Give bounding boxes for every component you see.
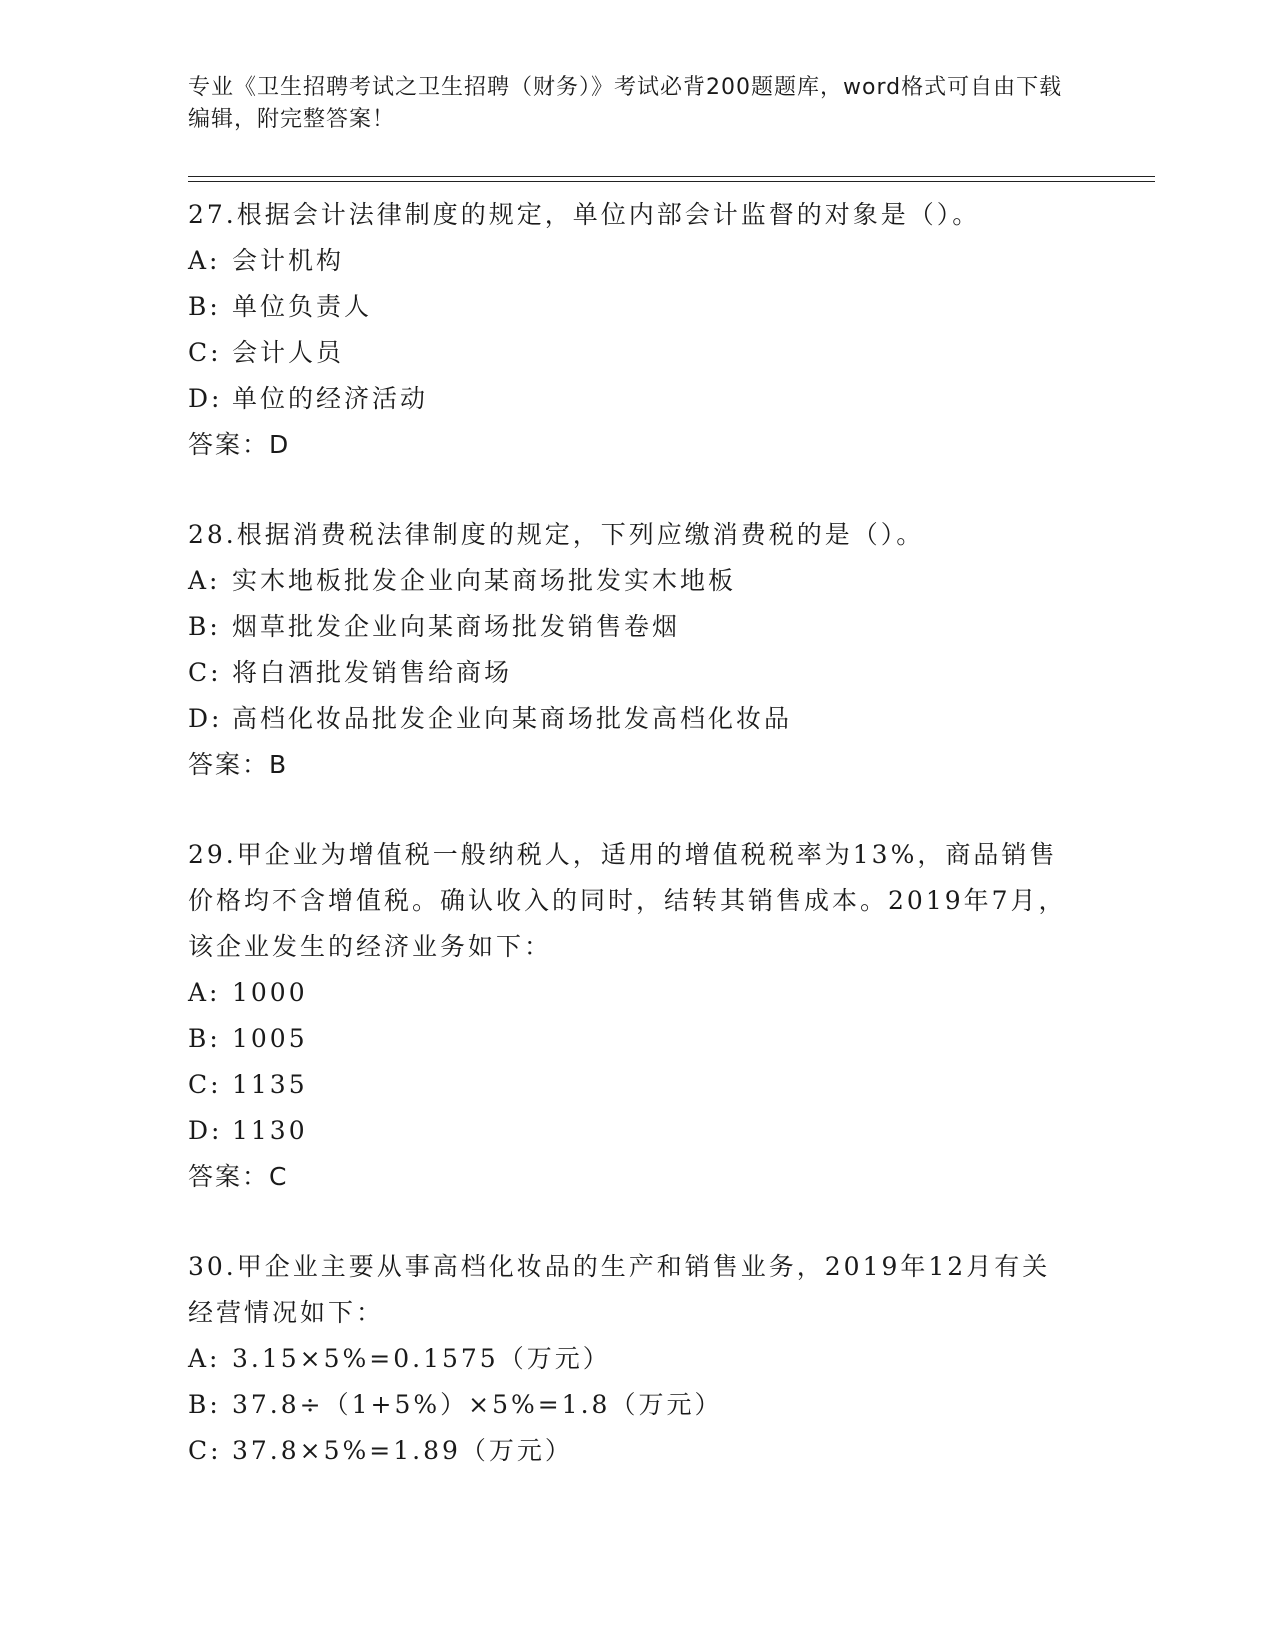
option-key: D:	[188, 384, 223, 413]
option-c	[188, 1428, 1078, 1474]
option-b	[188, 1382, 1078, 1428]
header-divider-top	[188, 176, 1155, 177]
question-28	[188, 512, 1078, 788]
option-key: A:	[188, 246, 221, 275]
question-stem: 27.根据会计法律制度的规定，单位内部会计监督的对象是（）。	[188, 200, 981, 229]
option-key: A:	[188, 1344, 221, 1373]
option-key: C:	[188, 1070, 222, 1099]
option-c	[188, 1062, 1078, 1108]
header-divider-bottom	[188, 181, 1155, 182]
option-text: 高档化妆品批发企业向某商场批发高档化妆品	[232, 704, 793, 733]
answer-line: 答案：B	[188, 750, 289, 779]
option-key: C:	[188, 658, 222, 687]
spacer	[188, 1200, 1078, 1240]
option-key: B:	[188, 292, 221, 321]
option-text: 单位负责人	[232, 292, 373, 321]
option-d	[188, 376, 1078, 422]
option-key: A:	[188, 978, 221, 1007]
option-b	[188, 604, 1078, 650]
option-text: 单位的经济活动	[232, 384, 429, 413]
option-key: B:	[188, 612, 221, 641]
question-30	[188, 1244, 1078, 1474]
option-text: 3.15×5%=0.1575（万元）	[232, 1344, 611, 1373]
option-text: 1130	[232, 1116, 308, 1145]
option-text: 会计机构	[232, 246, 345, 275]
option-text: 实木地板批发企业向某商场批发实木地板	[232, 566, 737, 595]
question-stem: 30.甲企业主要从事高档化妆品的生产和销售业务，2019年12月有关经营情况如下：	[188, 1252, 1051, 1327]
option-text: 1005	[232, 1024, 308, 1053]
option-b	[188, 1016, 1078, 1062]
option-text: 37.8÷（1+5%）×5%=1.8（万元）	[232, 1390, 723, 1419]
option-text: 将白酒批发销售给商场	[232, 658, 513, 687]
option-key: C:	[188, 1436, 222, 1465]
question-stem: 29.甲企业为增值税一般纳税人，适用的增值税税率为13%，商品销售价格均不含增值税。确认收入的同时，结转其销售成本。2019年7月，该企业发生的经济业务如下：	[188, 840, 1067, 961]
option-c	[188, 650, 1078, 696]
option-c	[188, 330, 1078, 376]
option-a	[188, 1336, 1078, 1382]
option-a	[188, 238, 1078, 284]
option-key: C:	[188, 338, 222, 367]
option-key: A:	[188, 566, 221, 595]
option-text: 会计人员	[232, 338, 345, 367]
option-b	[188, 284, 1078, 330]
option-key: D:	[188, 704, 223, 733]
option-text: 37.8×5%=1.89（万元）	[232, 1436, 573, 1465]
option-text: 1135	[232, 1070, 308, 1099]
question-29	[188, 832, 1078, 1200]
answer-line: 答案：C	[188, 1162, 289, 1191]
option-a	[188, 558, 1078, 604]
question-stem: 28.根据消费税法律制度的规定，下列应缴消费税的是（）。	[188, 520, 925, 549]
option-text: 1000	[232, 978, 308, 1007]
document-header: 专业《卫生招聘考试之卫生招聘（财务）》考试必背200题题库，word格式可自由下载编辑，附完整答案！	[188, 75, 1063, 132]
spacer	[188, 468, 1078, 508]
option-key: B:	[188, 1390, 221, 1419]
option-d	[188, 696, 1078, 742]
option-key: B:	[188, 1024, 221, 1053]
option-a	[188, 970, 1078, 1016]
answer-line: 答案：D	[188, 430, 291, 459]
option-key: D:	[188, 1116, 223, 1145]
option-text: 烟草批发企业向某商场批发销售卷烟	[232, 612, 681, 641]
option-d	[188, 1108, 1078, 1154]
question-27	[188, 192, 1078, 468]
spacer	[188, 788, 1078, 828]
question-list	[188, 188, 1078, 1474]
